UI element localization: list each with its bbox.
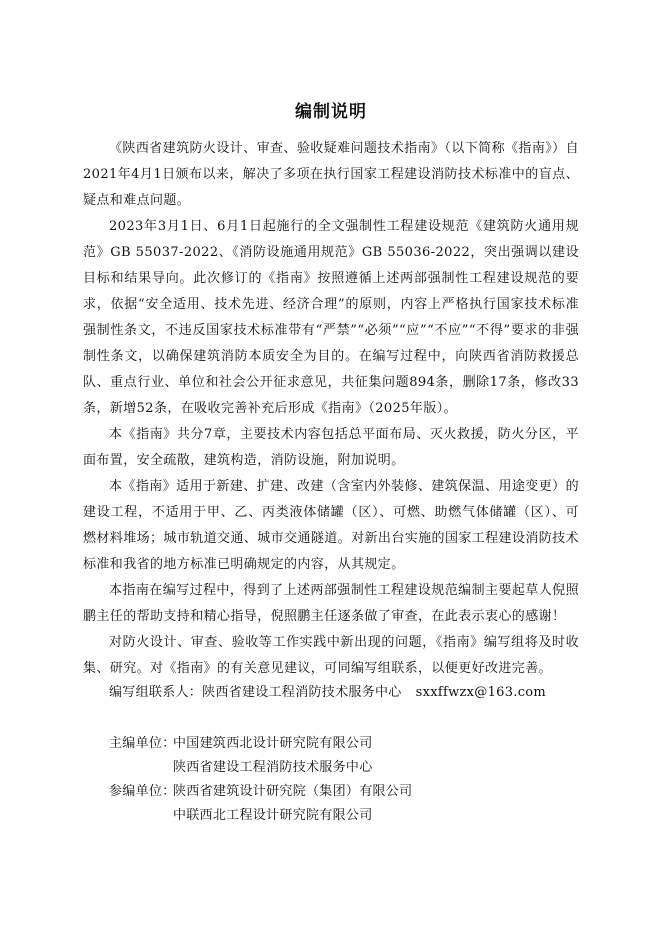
unit-name: 中国建筑西北设计研究院有限公司 [173,736,373,751]
unit-row [109,732,569,756]
unit-name: 陕西省建设工程消防技术服务中心 [173,760,373,775]
unit-row [109,804,569,828]
units-list [109,732,569,828]
paragraph-revision: 2023年3月1日、6月1日起施行的全文强制性工程建设规范《建筑防火通用规范》GB 55037-2022、《消防设施通用规范》GB 55036-2022，突出强调以建设目标和结果导向。此次修订的《指南》按照遵循上述两部强制性工程建设规范的要求，依据“安全适用、技术先进、经济合理”的原则，内容上严格执行国家技术标准强制性条文，不违反国家技术标准带有“严禁”“必须”“应”“不应”“不得”要求的非强制性条文，以确保建筑消防本质安全为目的。在编写过程中，向陕西省消防救援总队、重点行业、单位和社会公开征求意见，共征集问题894条，删除17条，修改33条，新增52条，在吸收完善补充后形成《指南》（2025年版）。 [83,219,579,416]
paragraph-intro: 《陕西省建筑防火设计、审查、验收疑难问题技术指南》（以下简称《指南》）自2021年4月1日颁布以来，解决了多项在执行国家工程建设消防技术标准中的盲点、疑点和难点问题。 [83,141,579,208]
page-title: 编制说明 [295,102,367,122]
body-text [83,136,579,682]
unit-role-label: 主编单位： [109,736,176,751]
paragraph-feedback: 对防火设计、审查、验收等工作实践中新出现的问题，《指南》编写组将及时收集、研究。对《指南》的有关意见建议，可同编写组联系，以便更好改进完善。 [83,635,579,676]
unit-role-label [109,804,173,828]
paragraph-scope: 本《指南》适用于新建、扩建、改建（含室内外装修、建筑保温、用途变更）的建设工程，不适用于甲、乙、丙类液体储罐（区）、可燃、助燃气体储罐（区）、可燃材料堆场；城市轨道交通、城市交通隧道。对新出台实施的国家工程建设消防技术标准和我省的地方标准已明确规定的内容，从其规定。 [83,479,579,572]
unit-role-label: 参编单位： [109,784,176,799]
contact-label: 编写组联系人：陕西省建设工程消防技术服务中心 [109,685,402,700]
contact-line [109,681,546,705]
unit-name: 中联西北工程设计研究院有限公司 [173,808,373,823]
paragraph-chapters: 本《指南》共分7章，主要技术内容包括总平面布局、灭火救援，防火分区，平面布置，安全疏散，建筑构造，消防设施，附加说明。 [83,427,579,468]
paragraph-thanks: 本指南在编写过程中，得到了上述两部强制性工程建设规范编制主要起草人倪照鹏主任的帮助支持和精心指导，倪照鹏主任逐条做了审查，在此表示衷心的感谢！ [83,583,579,624]
unit-role-label [109,756,173,780]
contact-email: sxxffwzx@163.com [415,685,547,700]
unit-row [109,756,569,780]
unit-row [109,780,569,804]
unit-name: 陕西省建筑设计研究院（集团）有限公司 [173,784,413,799]
